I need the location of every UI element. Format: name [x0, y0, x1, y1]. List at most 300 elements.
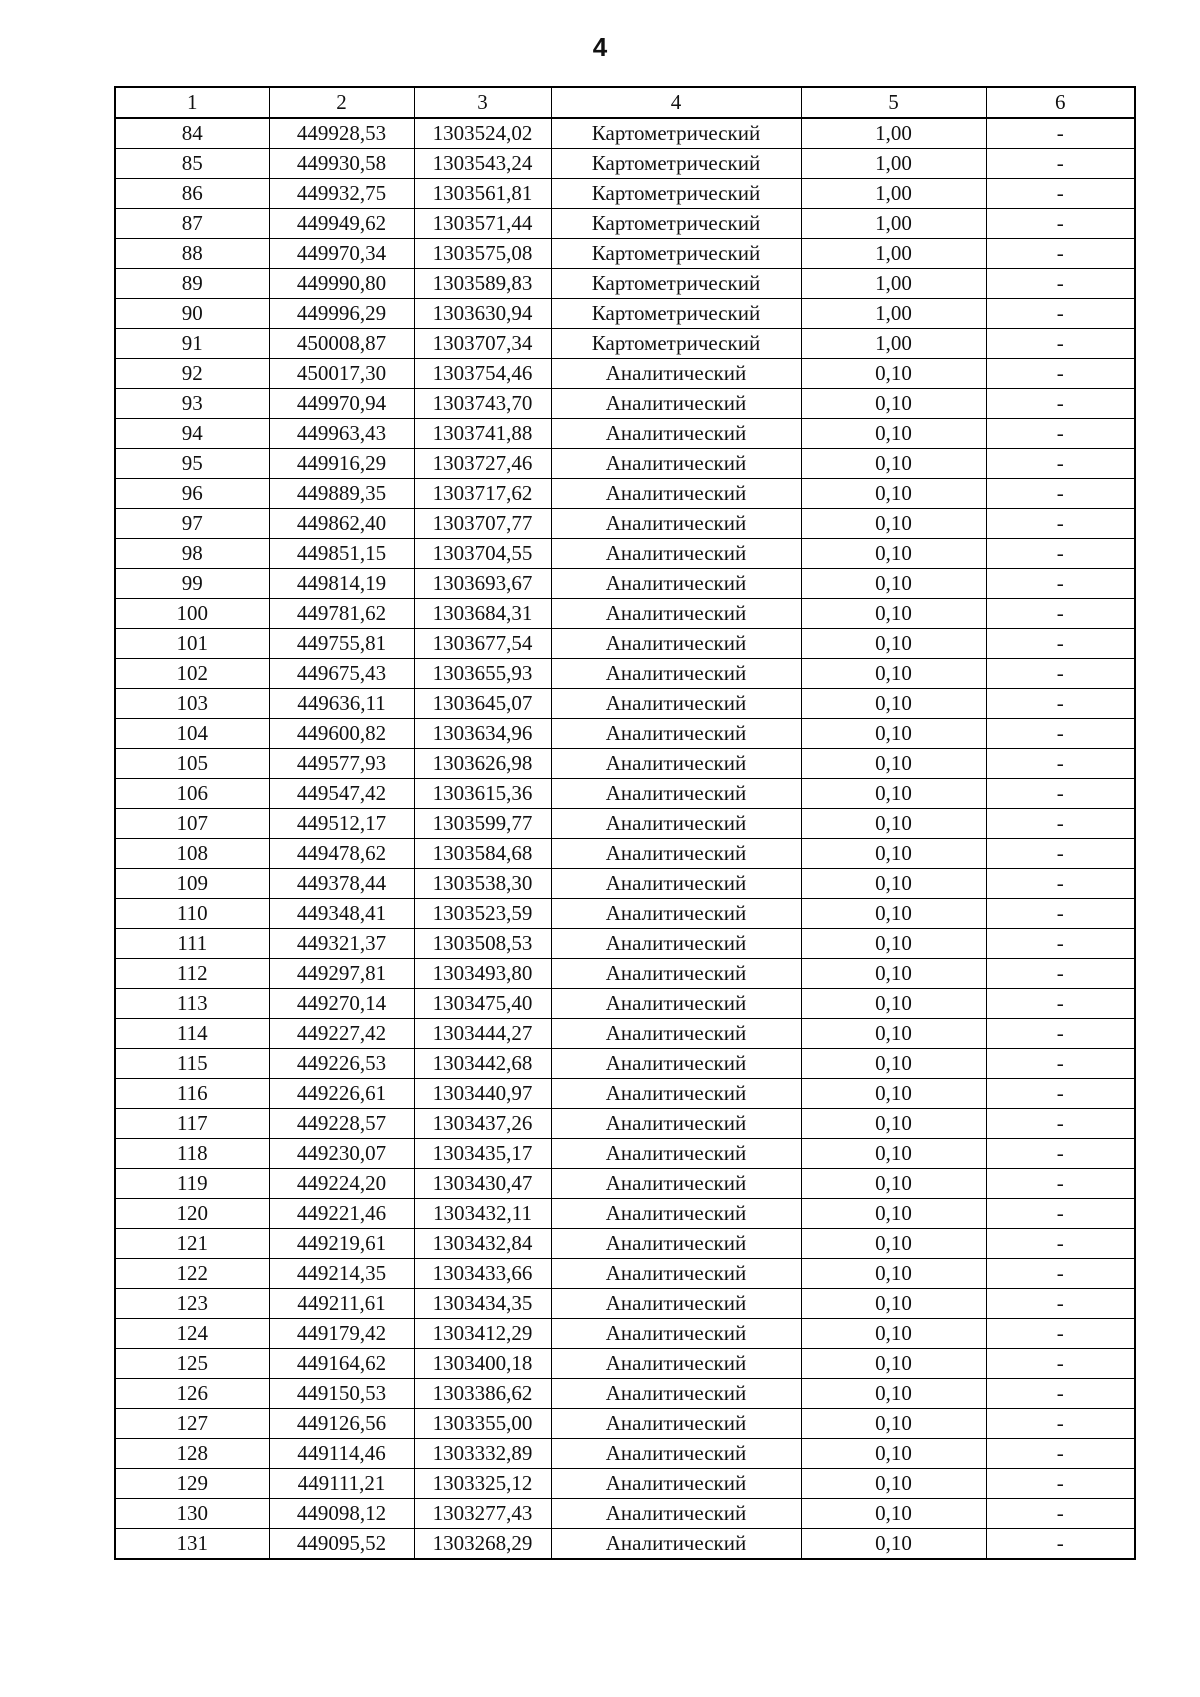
- accuracy-cell: 0,10: [801, 659, 986, 689]
- x-coordinate-cell: 449930,58: [269, 149, 414, 179]
- method-cell: Аналитический: [551, 629, 801, 659]
- y-coordinate-cell: 1303432,84: [414, 1229, 551, 1259]
- method-cell: Аналитический: [551, 419, 801, 449]
- column-header-2: 2: [269, 87, 414, 118]
- point-number-cell: 119: [115, 1169, 269, 1199]
- table-row: [115, 869, 1135, 899]
- point-number-cell: 128: [115, 1439, 269, 1469]
- table-row: [115, 1469, 1135, 1499]
- method-cell: Аналитический: [551, 659, 801, 689]
- coordinates-table: [114, 86, 1136, 1560]
- x-coordinate-cell: 449211,61: [269, 1289, 414, 1319]
- point-number-cell: 89: [115, 269, 269, 299]
- x-coordinate-cell: 449226,53: [269, 1049, 414, 1079]
- table-row: [115, 539, 1135, 569]
- note-cell: -: [986, 239, 1135, 269]
- x-coordinate-cell: 449227,42: [269, 1019, 414, 1049]
- x-coordinate-cell: 449970,34: [269, 239, 414, 269]
- point-number-cell: 95: [115, 449, 269, 479]
- method-cell: Аналитический: [551, 839, 801, 869]
- method-cell: Аналитический: [551, 1529, 801, 1560]
- x-coordinate-cell: 449230,07: [269, 1139, 414, 1169]
- method-cell: Аналитический: [551, 479, 801, 509]
- table-row: [115, 1019, 1135, 1049]
- accuracy-cell: 0,10: [801, 1319, 986, 1349]
- table-row: [115, 1379, 1135, 1409]
- table-row: [115, 449, 1135, 479]
- point-number-cell: 96: [115, 479, 269, 509]
- y-coordinate-cell: 1303433,66: [414, 1259, 551, 1289]
- table-row: [115, 269, 1135, 299]
- x-coordinate-cell: 449378,44: [269, 869, 414, 899]
- accuracy-cell: 0,10: [801, 989, 986, 1019]
- column-header-3: 3: [414, 87, 551, 118]
- method-cell: Аналитический: [551, 689, 801, 719]
- x-coordinate-cell: 449095,52: [269, 1529, 414, 1560]
- x-coordinate-cell: 449781,62: [269, 599, 414, 629]
- point-number-cell: 85: [115, 149, 269, 179]
- table-row: [115, 1139, 1135, 1169]
- x-coordinate-cell: 449949,62: [269, 209, 414, 239]
- table-row: [115, 509, 1135, 539]
- note-cell: -: [986, 329, 1135, 359]
- method-cell: Аналитический: [551, 1439, 801, 1469]
- accuracy-cell: 0,10: [801, 629, 986, 659]
- table-row: [115, 389, 1135, 419]
- table-row: [115, 1169, 1135, 1199]
- x-coordinate-cell: 449577,93: [269, 749, 414, 779]
- note-cell: -: [986, 1019, 1135, 1049]
- point-number-cell: 113: [115, 989, 269, 1019]
- table-row: [115, 1049, 1135, 1079]
- method-cell: Аналитический: [551, 539, 801, 569]
- header-row: [115, 87, 1135, 118]
- x-coordinate-cell: 449164,62: [269, 1349, 414, 1379]
- accuracy-cell: 0,10: [801, 449, 986, 479]
- accuracy-cell: 0,10: [801, 1229, 986, 1259]
- y-coordinate-cell: 1303440,97: [414, 1079, 551, 1109]
- column-header-1: 1: [115, 87, 269, 118]
- y-coordinate-cell: 1303355,00: [414, 1409, 551, 1439]
- y-coordinate-cell: 1303442,68: [414, 1049, 551, 1079]
- note-cell: -: [986, 269, 1135, 299]
- column-header-5: 5: [801, 87, 986, 118]
- note-cell: -: [986, 1499, 1135, 1529]
- table-row: [115, 749, 1135, 779]
- method-cell: Аналитический: [551, 359, 801, 389]
- point-number-cell: 127: [115, 1409, 269, 1439]
- y-coordinate-cell: 1303704,55: [414, 539, 551, 569]
- point-number-cell: 87: [115, 209, 269, 239]
- method-cell: Аналитический: [551, 599, 801, 629]
- y-coordinate-cell: 1303386,62: [414, 1379, 551, 1409]
- y-coordinate-cell: 1303412,29: [414, 1319, 551, 1349]
- note-cell: -: [986, 1289, 1135, 1319]
- accuracy-cell: 0,10: [801, 899, 986, 929]
- x-coordinate-cell: 449226,61: [269, 1079, 414, 1109]
- y-coordinate-cell: 1303754,46: [414, 359, 551, 389]
- note-cell: -: [986, 539, 1135, 569]
- note-cell: -: [986, 959, 1135, 989]
- point-number-cell: 94: [115, 419, 269, 449]
- note-cell: -: [986, 809, 1135, 839]
- point-number-cell: 110: [115, 899, 269, 929]
- accuracy-cell: 0,10: [801, 1409, 986, 1439]
- point-number-cell: 93: [115, 389, 269, 419]
- table-row: [115, 719, 1135, 749]
- point-number-cell: 98: [115, 539, 269, 569]
- point-number-cell: 92: [115, 359, 269, 389]
- table-row: [115, 1259, 1135, 1289]
- x-coordinate-cell: 449098,12: [269, 1499, 414, 1529]
- accuracy-cell: 0,10: [801, 1349, 986, 1379]
- note-cell: -: [986, 1169, 1135, 1199]
- note-cell: -: [986, 1439, 1135, 1469]
- method-cell: Аналитический: [551, 899, 801, 929]
- y-coordinate-cell: 1303268,29: [414, 1529, 551, 1560]
- point-number-cell: 125: [115, 1349, 269, 1379]
- note-cell: -: [986, 1229, 1135, 1259]
- y-coordinate-cell: 1303325,12: [414, 1469, 551, 1499]
- accuracy-cell: 1,00: [801, 149, 986, 179]
- note-cell: -: [986, 839, 1135, 869]
- accuracy-cell: 0,10: [801, 479, 986, 509]
- y-coordinate-cell: 1303615,36: [414, 779, 551, 809]
- y-coordinate-cell: 1303571,44: [414, 209, 551, 239]
- x-coordinate-cell: 449114,46: [269, 1439, 414, 1469]
- table-row: [115, 359, 1135, 389]
- y-coordinate-cell: 1303677,54: [414, 629, 551, 659]
- accuracy-cell: 0,10: [801, 719, 986, 749]
- point-number-cell: 99: [115, 569, 269, 599]
- x-coordinate-cell: 449755,81: [269, 629, 414, 659]
- x-coordinate-cell: 449150,53: [269, 1379, 414, 1409]
- table-row: [115, 839, 1135, 869]
- point-number-cell: 124: [115, 1319, 269, 1349]
- table-row: [115, 239, 1135, 269]
- method-cell: Аналитический: [551, 869, 801, 899]
- y-coordinate-cell: 1303444,27: [414, 1019, 551, 1049]
- note-cell: -: [986, 1199, 1135, 1229]
- x-coordinate-cell: 449219,61: [269, 1229, 414, 1259]
- method-cell: Аналитический: [551, 929, 801, 959]
- method-cell: Картометрический: [551, 209, 801, 239]
- note-cell: -: [986, 1469, 1135, 1499]
- note-cell: -: [986, 1079, 1135, 1109]
- point-number-cell: 97: [115, 509, 269, 539]
- method-cell: Аналитический: [551, 779, 801, 809]
- accuracy-cell: 0,10: [801, 929, 986, 959]
- table-body: [115, 118, 1135, 1559]
- point-number-cell: 126: [115, 1379, 269, 1409]
- point-number-cell: 106: [115, 779, 269, 809]
- table-row: [115, 329, 1135, 359]
- table-row: [115, 299, 1135, 329]
- table-row: [115, 1079, 1135, 1109]
- accuracy-cell: 0,10: [801, 1109, 986, 1139]
- accuracy-cell: 0,10: [801, 749, 986, 779]
- note-cell: -: [986, 1139, 1135, 1169]
- x-coordinate-cell: 449970,94: [269, 389, 414, 419]
- x-coordinate-cell: 449862,40: [269, 509, 414, 539]
- table-row: [115, 899, 1135, 929]
- accuracy-cell: 0,10: [801, 1169, 986, 1199]
- x-coordinate-cell: 449932,75: [269, 179, 414, 209]
- x-coordinate-cell: 449228,57: [269, 1109, 414, 1139]
- table-row: [115, 479, 1135, 509]
- method-cell: Аналитический: [551, 449, 801, 479]
- accuracy-cell: 0,10: [801, 1049, 986, 1079]
- method-cell: Аналитический: [551, 389, 801, 419]
- accuracy-cell: 0,10: [801, 779, 986, 809]
- point-number-cell: 117: [115, 1109, 269, 1139]
- note-cell: -: [986, 419, 1135, 449]
- table-row: [115, 179, 1135, 209]
- point-number-cell: 84: [115, 118, 269, 149]
- x-coordinate-cell: 449478,62: [269, 839, 414, 869]
- table-row: [115, 599, 1135, 629]
- x-coordinate-cell: 449990,80: [269, 269, 414, 299]
- y-coordinate-cell: 1303584,68: [414, 839, 551, 869]
- x-coordinate-cell: 449928,53: [269, 118, 414, 149]
- table-row: [115, 1409, 1135, 1439]
- accuracy-cell: 0,10: [801, 809, 986, 839]
- table-row: [115, 419, 1135, 449]
- x-coordinate-cell: 449321,37: [269, 929, 414, 959]
- table-row: [115, 1229, 1135, 1259]
- method-cell: Аналитический: [551, 1169, 801, 1199]
- x-coordinate-cell: 450017,30: [269, 359, 414, 389]
- point-number-cell: 130: [115, 1499, 269, 1529]
- note-cell: -: [986, 359, 1135, 389]
- method-cell: Аналитический: [551, 1079, 801, 1109]
- y-coordinate-cell: 1303655,93: [414, 659, 551, 689]
- table-row: [115, 149, 1135, 179]
- x-coordinate-cell: 449996,29: [269, 299, 414, 329]
- table-row: [115, 1529, 1135, 1560]
- accuracy-cell: 0,10: [801, 1079, 986, 1109]
- y-coordinate-cell: 1303589,83: [414, 269, 551, 299]
- note-cell: -: [986, 719, 1135, 749]
- y-coordinate-cell: 1303475,40: [414, 989, 551, 1019]
- note-cell: -: [986, 1319, 1135, 1349]
- accuracy-cell: 0,10: [801, 959, 986, 989]
- table-row: [115, 1289, 1135, 1319]
- accuracy-cell: 0,10: [801, 1439, 986, 1469]
- accuracy-cell: 0,10: [801, 689, 986, 719]
- y-coordinate-cell: 1303332,89: [414, 1439, 551, 1469]
- method-cell: Аналитический: [551, 959, 801, 989]
- y-coordinate-cell: 1303741,88: [414, 419, 551, 449]
- note-cell: -: [986, 689, 1135, 719]
- accuracy-cell: 0,10: [801, 1259, 986, 1289]
- note-cell: -: [986, 509, 1135, 539]
- table-row: [115, 629, 1135, 659]
- point-number-cell: 91: [115, 329, 269, 359]
- accuracy-cell: 1,00: [801, 118, 986, 149]
- method-cell: Аналитический: [551, 1499, 801, 1529]
- x-coordinate-cell: 449512,17: [269, 809, 414, 839]
- accuracy-cell: 0,10: [801, 389, 986, 419]
- point-number-cell: 88: [115, 239, 269, 269]
- point-number-cell: 107: [115, 809, 269, 839]
- note-cell: -: [986, 1349, 1135, 1379]
- point-number-cell: 86: [115, 179, 269, 209]
- accuracy-cell: 1,00: [801, 329, 986, 359]
- method-cell: Картометрический: [551, 149, 801, 179]
- y-coordinate-cell: 1303523,59: [414, 899, 551, 929]
- accuracy-cell: 0,10: [801, 569, 986, 599]
- table-row: [115, 689, 1135, 719]
- note-cell: -: [986, 1109, 1135, 1139]
- method-cell: Аналитический: [551, 1019, 801, 1049]
- point-number-cell: 116: [115, 1079, 269, 1109]
- y-coordinate-cell: 1303684,31: [414, 599, 551, 629]
- point-number-cell: 108: [115, 839, 269, 869]
- note-cell: -: [986, 899, 1135, 929]
- accuracy-cell: 0,10: [801, 1019, 986, 1049]
- table-row: [115, 1499, 1135, 1529]
- accuracy-cell: 0,10: [801, 1379, 986, 1409]
- table-row: [115, 209, 1135, 239]
- x-coordinate-cell: 449348,41: [269, 899, 414, 929]
- table-row: [115, 1439, 1135, 1469]
- y-coordinate-cell: 1303400,18: [414, 1349, 551, 1379]
- point-number-cell: 104: [115, 719, 269, 749]
- x-coordinate-cell: 449916,29: [269, 449, 414, 479]
- note-cell: -: [986, 749, 1135, 779]
- y-coordinate-cell: 1303432,11: [414, 1199, 551, 1229]
- note-cell: -: [986, 179, 1135, 209]
- point-number-cell: 90: [115, 299, 269, 329]
- column-header-4: 4: [551, 87, 801, 118]
- x-coordinate-cell: 449963,43: [269, 419, 414, 449]
- method-cell: Аналитический: [551, 1139, 801, 1169]
- method-cell: Аналитический: [551, 1049, 801, 1079]
- point-number-cell: 115: [115, 1049, 269, 1079]
- table-row: [115, 1199, 1135, 1229]
- note-cell: -: [986, 479, 1135, 509]
- y-coordinate-cell: 1303717,62: [414, 479, 551, 509]
- x-coordinate-cell: 449636,11: [269, 689, 414, 719]
- method-cell: Аналитический: [551, 1319, 801, 1349]
- y-coordinate-cell: 1303437,26: [414, 1109, 551, 1139]
- y-coordinate-cell: 1303626,98: [414, 749, 551, 779]
- point-number-cell: 103: [115, 689, 269, 719]
- x-coordinate-cell: 449270,14: [269, 989, 414, 1019]
- column-header-6: 6: [986, 87, 1135, 118]
- note-cell: -: [986, 629, 1135, 659]
- point-number-cell: 118: [115, 1139, 269, 1169]
- method-cell: Аналитический: [551, 749, 801, 779]
- note-cell: -: [986, 118, 1135, 149]
- point-number-cell: 114: [115, 1019, 269, 1049]
- note-cell: -: [986, 149, 1135, 179]
- y-coordinate-cell: 1303434,35: [414, 1289, 551, 1319]
- x-coordinate-cell: 450008,87: [269, 329, 414, 359]
- x-coordinate-cell: 449111,21: [269, 1469, 414, 1499]
- note-cell: -: [986, 989, 1135, 1019]
- x-coordinate-cell: 449814,19: [269, 569, 414, 599]
- point-number-cell: 102: [115, 659, 269, 689]
- table-row: [115, 809, 1135, 839]
- note-cell: -: [986, 599, 1135, 629]
- method-cell: Аналитический: [551, 569, 801, 599]
- accuracy-cell: 1,00: [801, 239, 986, 269]
- method-cell: Аналитический: [551, 1469, 801, 1499]
- accuracy-cell: 0,10: [801, 839, 986, 869]
- accuracy-cell: 1,00: [801, 269, 986, 299]
- y-coordinate-cell: 1303430,47: [414, 1169, 551, 1199]
- method-cell: Картометрический: [551, 299, 801, 329]
- y-coordinate-cell: 1303743,70: [414, 389, 551, 419]
- y-coordinate-cell: 1303543,24: [414, 149, 551, 179]
- accuracy-cell: 1,00: [801, 179, 986, 209]
- y-coordinate-cell: 1303599,77: [414, 809, 551, 839]
- y-coordinate-cell: 1303575,08: [414, 239, 551, 269]
- point-number-cell: 100: [115, 599, 269, 629]
- table-row: [115, 1319, 1135, 1349]
- note-cell: -: [986, 389, 1135, 419]
- method-cell: Аналитический: [551, 809, 801, 839]
- accuracy-cell: 0,10: [801, 539, 986, 569]
- method-cell: Картометрический: [551, 269, 801, 299]
- x-coordinate-cell: 449179,42: [269, 1319, 414, 1349]
- table-row: [115, 959, 1135, 989]
- method-cell: Аналитический: [551, 1259, 801, 1289]
- note-cell: -: [986, 1049, 1135, 1079]
- x-coordinate-cell: 449547,42: [269, 779, 414, 809]
- y-coordinate-cell: 1303538,30: [414, 869, 551, 899]
- point-number-cell: 101: [115, 629, 269, 659]
- note-cell: -: [986, 929, 1135, 959]
- note-cell: -: [986, 1259, 1135, 1289]
- method-cell: Картометрический: [551, 118, 801, 149]
- point-number-cell: 131: [115, 1529, 269, 1560]
- x-coordinate-cell: 449851,15: [269, 539, 414, 569]
- table-row: [115, 779, 1135, 809]
- y-coordinate-cell: 1303508,53: [414, 929, 551, 959]
- method-cell: Аналитический: [551, 1409, 801, 1439]
- note-cell: -: [986, 1379, 1135, 1409]
- accuracy-cell: 0,10: [801, 599, 986, 629]
- point-number-cell: 105: [115, 749, 269, 779]
- table-row: [115, 118, 1135, 149]
- x-coordinate-cell: 449675,43: [269, 659, 414, 689]
- point-number-cell: 129: [115, 1469, 269, 1499]
- y-coordinate-cell: 1303707,77: [414, 509, 551, 539]
- point-number-cell: 121: [115, 1229, 269, 1259]
- x-coordinate-cell: 449600,82: [269, 719, 414, 749]
- accuracy-cell: 0,10: [801, 1469, 986, 1499]
- x-coordinate-cell: 449889,35: [269, 479, 414, 509]
- accuracy-cell: 0,10: [801, 359, 986, 389]
- accuracy-cell: 0,10: [801, 419, 986, 449]
- point-number-cell: 120: [115, 1199, 269, 1229]
- note-cell: -: [986, 779, 1135, 809]
- table-row: [115, 659, 1135, 689]
- point-number-cell: 122: [115, 1259, 269, 1289]
- accuracy-cell: 0,10: [801, 509, 986, 539]
- note-cell: -: [986, 1409, 1135, 1439]
- method-cell: Аналитический: [551, 1109, 801, 1139]
- note-cell: -: [986, 569, 1135, 599]
- accuracy-cell: 0,10: [801, 1199, 986, 1229]
- table-row: [115, 1349, 1135, 1379]
- table-row: [115, 1109, 1135, 1139]
- y-coordinate-cell: 1303524,02: [414, 118, 551, 149]
- y-coordinate-cell: 1303277,43: [414, 1499, 551, 1529]
